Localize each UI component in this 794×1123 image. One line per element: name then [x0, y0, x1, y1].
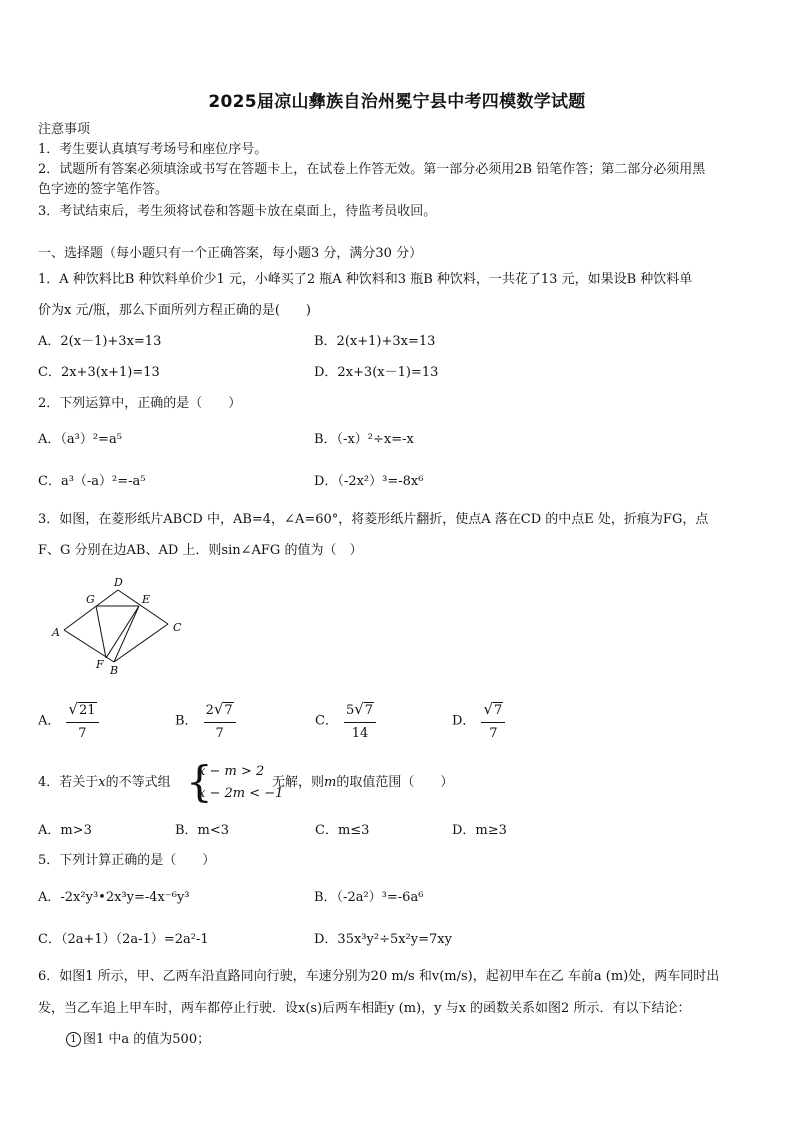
q5-option-d: D．35x³y²÷5x²y=7xy: [314, 932, 452, 947]
label-g: G: [86, 593, 95, 606]
q2-option-c: C．a³（-a）²=-a⁵: [38, 474, 146, 489]
q1-option-b: B．2(x+1)+3x=13: [314, 334, 436, 349]
q3-option-d: D． $\frac{√7}{7}$: [452, 700, 505, 742]
label-c: C: [173, 621, 182, 634]
circled-number-1: 1: [66, 1032, 81, 1047]
q4-stem-left: 4．若关于x的不等式组: [38, 775, 171, 790]
label-d: D: [114, 576, 123, 589]
q4-option-c: C．m≤3: [315, 823, 370, 838]
segment-fe: [106, 606, 139, 658]
q2-stem: 2．下列运算中，正确的是（ ）: [38, 396, 242, 411]
q1-stem-line1: 1．A 种饮料比B 种饮料单价少1 元，小峰买了2 瓶A 种饮料和3 瓶B 种饮料，一共花了13 元，如果设B 种饮料单: [38, 272, 693, 287]
notice-item-2-cont: 色字迹的签字笔作答。: [38, 182, 169, 197]
label-f: F: [96, 658, 104, 671]
notice-item-1: 1．考生要认真填写考场号和座位序号。: [38, 142, 268, 157]
section-heading: 一、选择题（每小题只有一个正确答案，每小题3 分，满分30 分）: [38, 246, 423, 261]
q1-option-d: D．2x+3(x－1)=13: [314, 365, 439, 380]
label-e: E: [142, 593, 151, 606]
q1-option-a: A．2(x－1)+3x=13: [38, 334, 162, 349]
q2-option-d: D．（-2x²）³=-8x⁶: [314, 474, 424, 489]
q6-stem-line1: 6．如图1 所示，甲、乙两车沿直路同向行驶，车速分别为20 m/s 和v(m/s)，起初甲车在乙 车前a (m)处，两车同时出: [38, 969, 720, 984]
q5-option-b: B．（-2a²）³=-6a⁶: [314, 890, 424, 905]
label-b: B: [110, 664, 119, 677]
q4-stem-right: 无解，则m的取值范围（ ）: [272, 775, 454, 790]
q5-option-a: A．-2x²y³•2x³y=-4x⁻⁶y³: [38, 890, 190, 905]
q3-option-c: C． $\frac{5√7}{14}$: [315, 700, 376, 742]
notice-item-3: 3．考试结束后，考生须将试卷和答题卡放在桌面上，待监考员收回。: [38, 204, 437, 219]
q3-stem-line1: 3．如图，在菱形纸片ABCD 中，AB=4，∠A=60°，将菱形纸片翻折，使点A 落在CD 的中点E 处，折痕为FG，点: [38, 512, 709, 527]
q4-option-d: D．m≥3: [452, 823, 507, 838]
q5-option-c: C．（2a+1）（2a-1）=2a²-1: [38, 932, 209, 947]
q2-option-b: B．（-x）²÷x=-x: [314, 432, 414, 447]
q1-option-c: C．2x+3(x+1)=13: [38, 365, 160, 380]
q3-option-b: B． $\frac{2√7}{7}$: [175, 700, 236, 742]
q3-option-a: A． $\frac{√21}{7}$: [38, 700, 99, 742]
q1-stem-line2: 价为x 元/瓶，那么下面所列方程正确的是( ): [38, 303, 311, 318]
q6-stem-line2: 发，当乙车追上甲车时，两车都停止行驶．设x(s)后两车相距y (m)，y 与x 的函数关系如图2 所示．有以下结论：: [38, 1001, 691, 1016]
q6-conclusion-1: 1 图1 中a 的值为500；: [66, 1032, 210, 1048]
label-a: A: [52, 626, 60, 639]
notice-item-2: 2．试题所有答案必须填涂或书写在答题卡上，在试卷上作答无效。第一部分必须用2B 铅笔作答；第二部分必须用黑: [38, 162, 706, 177]
q2-option-a: A．（a³）²=a⁵: [38, 432, 122, 447]
exam-page: 2025届凉山彝族自治州冕宁县中考四模数学试题 注意事项 1．考生要认真填写考场号和座位序号。 2．试题所有答案必须填涂或书写在答题卡上，在试卷上作答无效。第一部分必须用2B 铅笔作答；第二部分必须用黑 色字迹的签字笔作答。 3．考试结束后，考生须将试卷和答题卡放在桌面上，待监考员收回。 一、选择题（每小题只有一个正确答案，每小题3 分，满分30 分） 1．A 种饮料比B 种饮料单价少1 元，小峰买了2 瓶A 种饮料和3 瓶B 种饮料，一共花了13 元，如果设B 种饮料单 价为x 元/瓶，那么下面所列方程正确的是( ) A．2(x－1)+3x=13 B．2(x+1)+3x=13 C．2x+3(x+1)=13 D．2x+3(x－1)=13 2．下列运算中，正确的是（ ） A．（a³）²=a⁵ B．（-x）²÷x=-x C．a³（-a）²=-a⁵ D．（-2x²）³=-8x⁶ 3．如图，在菱形纸片ABCD 中，AB=4，∠A=60°，将菱形纸片翻折，使点A 落在CD 的中点E 处，折痕为FG，点 F、G 分别在边AB、AD 上．则sin∠AFG 的值为（ ） A B C D E F G A． $\frac{√21}{7}$ B． $\frac{2√7}{7}$ C． $\frac{5√7}{14}$ D． $\frac{√7}{7}$ 4．若关于x的不等式组 { x − m > 2 x − 2m < −1 无解，则m的取值范围（ ） A．m>3 B．m<3 C．m≤3 D．m≥3 5．下列计算正确的是（ ） A．-2x²y³•2x³y=-4x⁻⁶y³ B．（-2a²）³=-6a⁶ C．（2a+1）（2a-1）=2a²-1 D．35x³y²÷5x²y=7xy 6．如图1 所示，甲、乙两车沿直路同向行驶，车速分别为20 m/s 和v(m/s)，起初甲车在乙 车前a (m)处，两车同时出 发，当乙车追上甲车时，两车都停止行驶．设x(s)后两车相距y (m)，y 与x 的函数关系如图2 所示．有以下结论： 1 图1 中a 的值为500；: [0, 0, 794, 1123]
segment-gf: [96, 606, 106, 658]
q3-stem-line2: F、G 分别在边AB、AD 上．则sin∠AFG 的值为（ ）: [38, 543, 363, 558]
rhombus-figure: [44, 574, 194, 684]
notice-heading: 注意事项: [38, 122, 91, 137]
q5-stem: 5．下列计算正确的是（ ）: [38, 853, 216, 868]
q4-option-b: B．m<3: [175, 823, 230, 838]
q4-option-a: A．m>3: [38, 823, 92, 838]
page-title: 2025届凉山彝族自治州冕宁县中考四模数学试题: [208, 92, 586, 112]
